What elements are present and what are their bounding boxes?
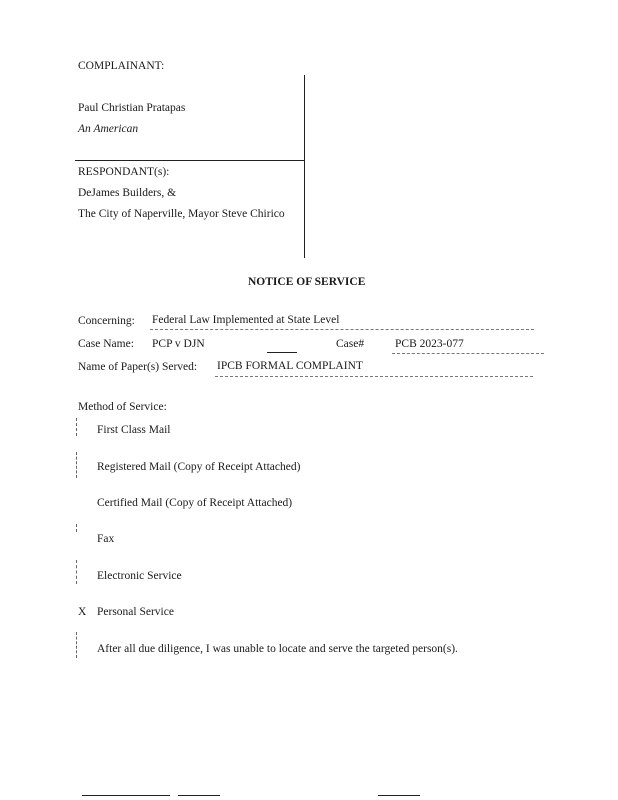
case-name-label: Case Name: — [78, 338, 134, 350]
case-number-label: Case# — [336, 338, 365, 350]
service-option-label: Personal Service — [97, 606, 174, 618]
service-option-label: Registered Mail (Copy of Receipt Attached) — [97, 461, 301, 473]
service-option-label: Fax — [97, 533, 115, 545]
date-line — [378, 795, 420, 796]
service-option-label: Certified Mail (Copy of Receipt Attached) — [97, 497, 293, 509]
respondent-line-2: The City of Naperville, Mayor Steve Chirico — [78, 208, 285, 220]
concerning-underline — [150, 329, 534, 330]
complainant-name: Paul Christian Pratapas — [78, 102, 186, 114]
signature-line — [82, 795, 170, 796]
case-number-underline — [392, 353, 544, 354]
complainant-header: COMPLAINANT: — [78, 60, 165, 72]
service-option-label: After all due diligence, I was unable to locate and serve the targeted person(s). — [97, 643, 458, 655]
concerning-label: Concerning: — [78, 315, 135, 327]
respondent-header: RESPONDANT(s): — [78, 166, 170, 178]
complainant-description: An American — [78, 123, 139, 135]
method-of-service-header: Method of Service: — [78, 401, 167, 413]
service-option-mark: X — [78, 606, 87, 618]
respondent-line-1: DeJames Builders, & — [78, 187, 177, 199]
checkbox-mark[interactable] — [76, 418, 77, 436]
service-option-label: First Class Mail — [97, 424, 171, 436]
papers-served-label: Name of Paper(s) Served: — [78, 361, 198, 373]
caption-vertical-rule — [304, 75, 305, 258]
papers-served-underline — [215, 376, 533, 377]
concerning-value: Federal Law Implemented at State Level — [152, 314, 340, 326]
signature-line-date — [178, 795, 220, 796]
caption-divider — [75, 160, 304, 161]
checkbox-mark[interactable] — [76, 452, 77, 478]
service-option-label: Electronic Service — [97, 570, 182, 582]
papers-served-value: IPCB FORMAL COMPLAINT — [217, 360, 363, 372]
checkbox-mark[interactable] — [76, 560, 77, 584]
checkbox-mark[interactable] — [76, 524, 77, 532]
checkbox-mark[interactable] — [76, 632, 77, 658]
case-number-value: PCB 2023-077 — [395, 338, 464, 350]
case-name-underline — [267, 352, 297, 353]
document-title: NOTICE OF SERVICE — [248, 276, 366, 288]
case-name-value: PCP v DJN — [152, 338, 205, 350]
